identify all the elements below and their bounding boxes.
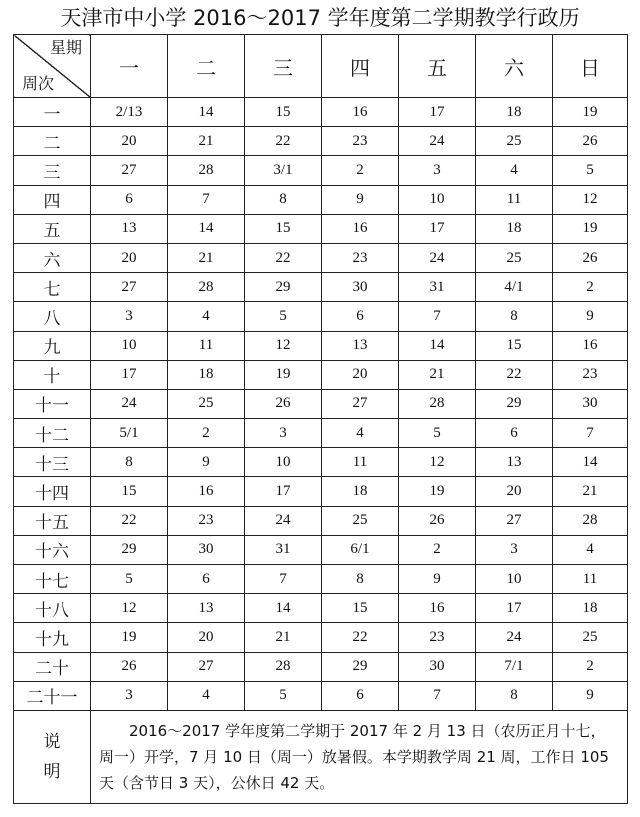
date-cell: 6 (91, 185, 168, 214)
date-cell: 20 (168, 623, 245, 652)
date-cell: 22 (91, 506, 168, 535)
date-cell: 7 (399, 302, 476, 331)
date-cell: 12 (245, 331, 322, 360)
weekday-header-sat: 六 (476, 35, 553, 98)
week-number-cell: 十五 (14, 506, 91, 535)
date-cell: 16 (322, 214, 399, 243)
date-cell: 21 (399, 360, 476, 389)
weekday-header-sun: 日 (553, 35, 628, 98)
date-cell: 23 (553, 360, 628, 389)
date-cell: 28 (245, 652, 322, 681)
table-row (14, 185, 628, 214)
date-cell: 12 (553, 185, 628, 214)
date-cell: 7 (553, 419, 628, 448)
week-number-cell: 六 (14, 243, 91, 272)
date-cell: 27 (91, 156, 168, 185)
date-cell: 18 (553, 594, 628, 623)
date-cell: 3 (91, 681, 168, 710)
date-cell: 29 (476, 389, 553, 418)
date-cell: 25 (476, 243, 553, 272)
date-cell: 23 (322, 127, 399, 156)
date-cell: 23 (322, 243, 399, 272)
date-cell: 19 (553, 214, 628, 243)
week-number-cell: 四 (14, 185, 91, 214)
date-cell: 20 (91, 243, 168, 272)
table-row (14, 214, 628, 243)
date-cell: 8 (322, 565, 399, 594)
table-row (14, 681, 628, 710)
date-cell: 10 (91, 331, 168, 360)
header-row (14, 35, 628, 98)
table-row (14, 156, 628, 185)
date-cell: 8 (476, 302, 553, 331)
date-cell: 15 (91, 477, 168, 506)
date-cell: 3/1 (245, 156, 322, 185)
date-cell: 11 (476, 185, 553, 214)
note-row (14, 710, 628, 803)
corner-header-cell (14, 35, 91, 98)
week-number-cell: 十六 (14, 535, 91, 564)
date-cell: 8 (91, 448, 168, 477)
table-row (14, 594, 628, 623)
date-cell: 6 (476, 419, 553, 448)
date-cell: 26 (245, 389, 322, 418)
date-cell: 28 (553, 506, 628, 535)
date-cell: 14 (168, 214, 245, 243)
date-cell: 10 (399, 185, 476, 214)
date-cell: 3 (399, 156, 476, 185)
table-row (14, 477, 628, 506)
date-cell: 3 (476, 535, 553, 564)
table-row (14, 273, 628, 302)
date-cell: 30 (322, 273, 399, 302)
date-cell: 13 (91, 214, 168, 243)
date-cell: 9 (322, 185, 399, 214)
week-number-cell: 八 (14, 302, 91, 331)
date-cell: 18 (476, 98, 553, 127)
date-cell: 5 (245, 302, 322, 331)
week-number-cell: 十八 (14, 594, 91, 623)
date-cell: 26 (553, 243, 628, 272)
date-cell: 6 (168, 565, 245, 594)
date-cell: 19 (245, 360, 322, 389)
date-cell: 5/1 (91, 419, 168, 448)
date-cell: 29 (245, 273, 322, 302)
table-row (14, 419, 628, 448)
date-cell: 16 (322, 98, 399, 127)
weekday-axis-label: 星期 (49, 38, 82, 57)
date-cell: 20 (322, 360, 399, 389)
weekday-header-wed: 三 (245, 35, 322, 98)
date-cell: 27 (91, 273, 168, 302)
date-cell: 18 (322, 477, 399, 506)
date-cell: 6 (322, 302, 399, 331)
date-cell: 15 (245, 214, 322, 243)
note-text: 2016～2017 学年度第二学期于 2017 年 2 月 13 日（农历正月十七，周一）开学，7 月 10 日（周一）放暑假。本学期教学周 21 周，工作日 105 天（含节日 3 天），公休日 42 天。 (91, 710, 628, 803)
date-cell: 27 (168, 652, 245, 681)
table-row (14, 506, 628, 535)
date-cell: 6 (322, 681, 399, 710)
date-cell: 18 (476, 214, 553, 243)
date-cell: 16 (553, 331, 628, 360)
date-cell: 29 (91, 535, 168, 564)
date-cell: 9 (399, 565, 476, 594)
date-cell: 28 (168, 156, 245, 185)
date-cell: 16 (399, 594, 476, 623)
date-cell: 14 (245, 594, 322, 623)
week-number-cell: 一 (14, 98, 91, 127)
date-cell: 20 (91, 127, 168, 156)
date-cell: 4/1 (476, 273, 553, 302)
table-row (14, 331, 628, 360)
date-cell: 23 (168, 506, 245, 535)
date-cell: 21 (553, 477, 628, 506)
table-row (14, 302, 628, 331)
week-number-cell: 二十 (14, 652, 91, 681)
date-cell: 2 (322, 156, 399, 185)
date-cell: 19 (91, 623, 168, 652)
date-cell: 24 (399, 243, 476, 272)
calendar-title: 天津市中小学 2016～2017 学年度第二学期教学行政历 (60, 6, 580, 30)
table-row (14, 98, 628, 127)
week-number-cell: 二十一 (14, 681, 91, 710)
date-cell: 31 (399, 273, 476, 302)
week-axis-label: 周次 (22, 74, 55, 93)
date-cell: 2 (553, 273, 628, 302)
date-cell: 10 (476, 565, 553, 594)
date-cell: 9 (168, 448, 245, 477)
week-number-cell: 十九 (14, 623, 91, 652)
date-cell: 3 (245, 419, 322, 448)
date-cell: 28 (399, 389, 476, 418)
date-cell: 22 (245, 127, 322, 156)
week-number-cell: 二 (14, 127, 91, 156)
table-row (14, 389, 628, 418)
week-number-cell: 三 (14, 156, 91, 185)
date-cell: 22 (476, 360, 553, 389)
date-cell: 20 (476, 477, 553, 506)
date-cell: 15 (245, 98, 322, 127)
date-cell: 12 (399, 448, 476, 477)
date-cell: 26 (553, 127, 628, 156)
date-cell: 25 (476, 127, 553, 156)
week-number-cell: 十四 (14, 477, 91, 506)
date-cell: 24 (91, 389, 168, 418)
date-cell: 11 (322, 448, 399, 477)
date-cell: 25 (168, 389, 245, 418)
date-cell: 14 (399, 331, 476, 360)
date-cell: 14 (168, 98, 245, 127)
week-number-cell: 十二 (14, 419, 91, 448)
date-cell: 4 (322, 419, 399, 448)
date-cell: 12 (91, 594, 168, 623)
date-cell: 5 (553, 156, 628, 185)
date-cell: 4 (476, 156, 553, 185)
date-cell: 22 (245, 243, 322, 272)
date-cell: 24 (476, 623, 553, 652)
week-number-cell: 十三 (14, 448, 91, 477)
date-cell: 2 (553, 652, 628, 681)
date-cell: 7/1 (476, 652, 553, 681)
date-cell: 31 (245, 535, 322, 564)
date-cell: 26 (91, 652, 168, 681)
date-cell: 7 (399, 681, 476, 710)
week-number-cell: 七 (14, 273, 91, 302)
date-cell: 17 (245, 477, 322, 506)
date-cell: 30 (168, 535, 245, 564)
weekday-header-thu: 四 (322, 35, 399, 98)
week-number-cell: 十一 (14, 389, 91, 418)
date-cell: 7 (245, 565, 322, 594)
date-cell: 13 (168, 594, 245, 623)
date-cell: 21 (168, 127, 245, 156)
date-cell: 9 (553, 302, 628, 331)
date-cell: 30 (553, 389, 628, 418)
date-cell: 2/13 (91, 98, 168, 127)
date-cell: 26 (399, 506, 476, 535)
weekday-header-mon: 一 (91, 35, 168, 98)
table-row (14, 623, 628, 652)
date-cell: 21 (168, 243, 245, 272)
date-cell: 14 (553, 448, 628, 477)
date-cell: 4 (553, 535, 628, 564)
date-cell: 13 (476, 448, 553, 477)
date-cell: 10 (245, 448, 322, 477)
date-cell: 27 (322, 389, 399, 418)
date-cell: 13 (322, 331, 399, 360)
date-cell: 8 (245, 185, 322, 214)
week-number-cell: 十 (14, 360, 91, 389)
weekday-header-tue: 二 (168, 35, 245, 98)
date-cell: 15 (476, 331, 553, 360)
date-cell: 5 (399, 419, 476, 448)
note-label-char-2: 明 (43, 761, 61, 782)
date-cell: 22 (322, 623, 399, 652)
date-cell: 21 (245, 623, 322, 652)
date-cell: 19 (399, 477, 476, 506)
date-cell: 24 (399, 127, 476, 156)
date-cell: 17 (399, 98, 476, 127)
table-row (14, 652, 628, 681)
date-cell: 2 (168, 419, 245, 448)
date-cell: 8 (476, 681, 553, 710)
week-number-cell: 九 (14, 331, 91, 360)
table-row (14, 535, 628, 564)
note-label-char-1: 说 (43, 731, 61, 752)
calendar-body (14, 98, 628, 711)
date-cell: 4 (168, 302, 245, 331)
date-cell: 6/1 (322, 535, 399, 564)
date-cell: 7 (168, 185, 245, 214)
weekday-header-fri: 五 (399, 35, 476, 98)
date-cell: 29 (322, 652, 399, 681)
date-cell: 17 (399, 214, 476, 243)
table-row (14, 243, 628, 272)
date-cell: 5 (91, 565, 168, 594)
week-number-cell: 十七 (14, 565, 91, 594)
date-cell: 17 (476, 594, 553, 623)
date-cell: 5 (245, 681, 322, 710)
date-cell: 11 (168, 331, 245, 360)
calendar-table (13, 34, 628, 804)
date-cell: 16 (168, 477, 245, 506)
date-cell: 11 (553, 565, 628, 594)
date-cell: 9 (553, 681, 628, 710)
date-cell: 25 (322, 506, 399, 535)
date-cell: 4 (168, 681, 245, 710)
table-row (14, 448, 628, 477)
date-cell: 3 (91, 302, 168, 331)
date-cell: 27 (476, 506, 553, 535)
date-cell: 19 (553, 98, 628, 127)
date-cell: 23 (399, 623, 476, 652)
date-cell: 17 (91, 360, 168, 389)
date-cell: 24 (245, 506, 322, 535)
date-cell: 30 (399, 652, 476, 681)
date-cell: 25 (553, 623, 628, 652)
date-cell: 2 (399, 535, 476, 564)
table-row (14, 127, 628, 156)
date-cell: 18 (168, 360, 245, 389)
week-number-cell: 五 (14, 214, 91, 243)
table-row (14, 565, 628, 594)
table-row (14, 360, 628, 389)
date-cell: 28 (168, 273, 245, 302)
note-label-cell (14, 710, 91, 803)
date-cell: 15 (322, 594, 399, 623)
